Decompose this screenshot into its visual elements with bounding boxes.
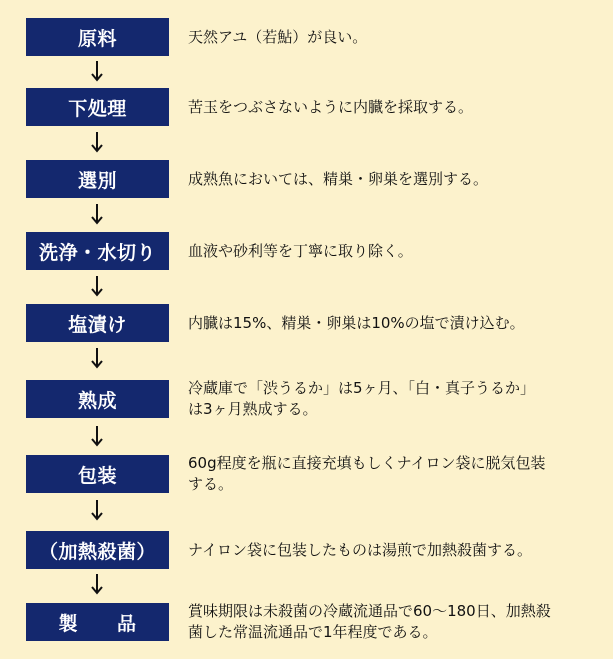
down-arrow-icon — [86, 203, 108, 227]
step-description-sorting: 成熟魚においては、精巣・卵巣を選別する。 — [188, 169, 489, 188]
step-label: （加熱殺菌） — [38, 540, 156, 563]
down-arrow-icon — [86, 425, 108, 449]
step-label: 選別 — [77, 169, 117, 192]
step-description-product: 賞味期限は未殺菌の冷蔵流通品で60～180日、加熱殺 菌した常温流通品で1年程度である。 — [188, 602, 551, 641]
step-box-sorting — [26, 160, 169, 198]
down-arrow-icon — [86, 275, 108, 299]
step-description-heat-sterilization: ナイロン袋に包装したものは湯煎で加熱殺菌する。 — [188, 540, 532, 559]
step-label: 塩漬け — [68, 313, 127, 336]
step-label: 包装 — [77, 464, 117, 487]
down-arrow-icon — [86, 573, 108, 597]
step-box-washing-draining — [26, 232, 169, 270]
step-box-salting — [26, 304, 169, 342]
step-box-packaging — [26, 455, 169, 493]
step-label: 下処理 — [68, 97, 127, 120]
step-label: 洗浄・水切り — [38, 241, 156, 264]
step-box-product — [26, 603, 169, 641]
step-box-aging — [26, 380, 169, 418]
step-description-aging: 冷蔵庫で「渋うるか」は5ヶ月、「白・真子うるか」 は3ヶ月熟成する。 — [188, 379, 536, 418]
down-arrow-icon — [86, 499, 108, 523]
down-arrow-icon — [86, 347, 108, 371]
step-description-salting: 内臓は15%、精巣・卵巣は10%の塩で漬け込む。 — [188, 313, 525, 332]
step-label: 製 品 — [58, 612, 137, 635]
step-description-pretreatment: 苦玉をつぶさないように内臓を採取する。 — [188, 97, 474, 116]
step-description-washing-draining: 血液や砂利等を丁寧に取り除く。 — [188, 241, 413, 260]
step-description-packaging: 60g程度を瓶に直接充填もしくナイロン袋に脱気包装 する。 — [188, 454, 546, 493]
down-arrow-icon — [86, 60, 108, 84]
step-box-raw-material — [26, 18, 169, 56]
step-box-heat-sterilization — [26, 531, 169, 569]
down-arrow-icon — [86, 131, 108, 155]
step-description-raw-material: 天然アユ（若鮎）が良い。 — [188, 27, 368, 46]
step-label: 原料 — [77, 27, 117, 50]
step-box-pretreatment — [26, 88, 169, 126]
step-label: 熟成 — [77, 389, 117, 412]
